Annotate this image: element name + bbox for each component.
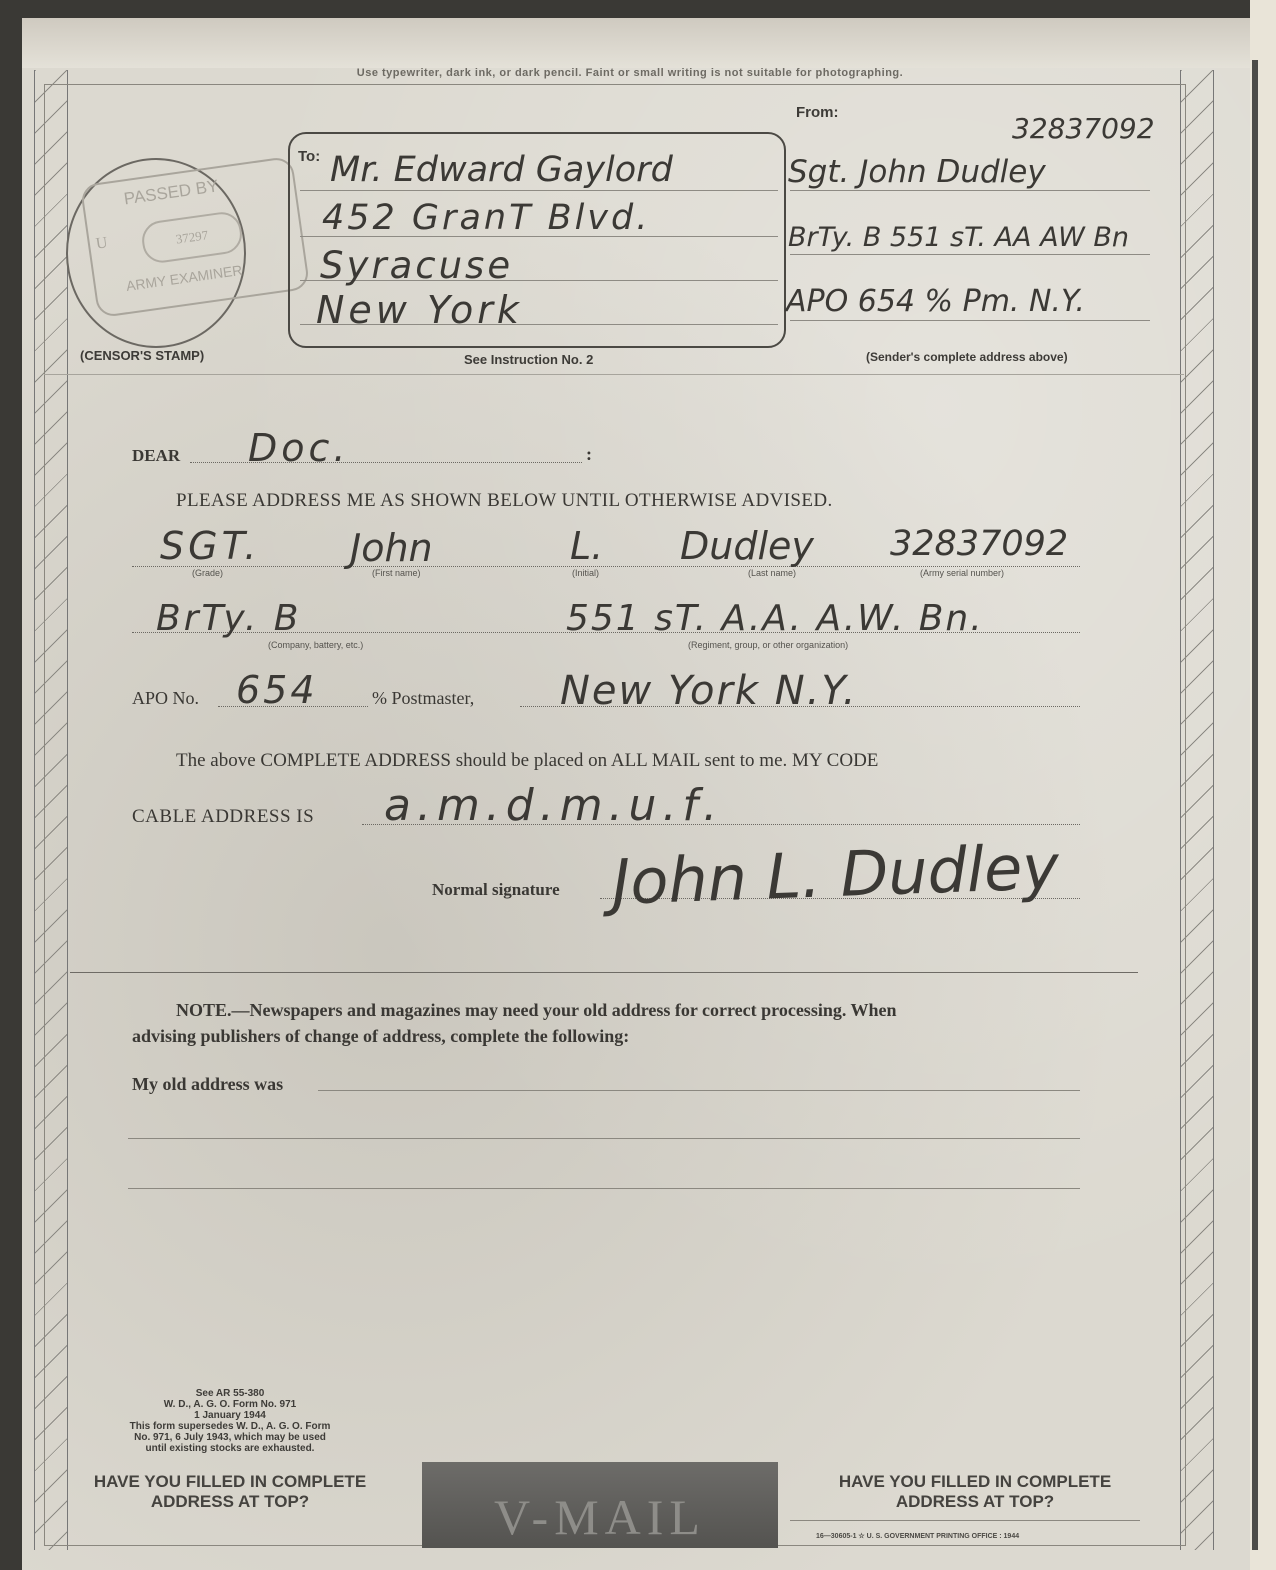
stamp-number: 37297 [140,210,245,266]
initial-value: L. [570,524,604,568]
grade-caption: (Grade) [192,568,224,578]
complete-address-notice: The above COMPLETE ADDRESS should be placed on ALL MAIL sent to me. MY CODE [176,750,879,771]
from-serial: 32837092 [1012,112,1155,145]
censor-stamp-caption: (CENSOR'S STAMP) [80,348,205,363]
serial-caption: (Army serial number) [920,568,1005,578]
old-address-label: My old address was [132,1074,284,1094]
cable-address-value: a.m.d.m.u.f. [384,780,724,831]
stamp-line3: ARMY EXAMINER [125,261,244,294]
grade-value: SGT. [160,524,261,568]
right-edge [1250,0,1276,1570]
dear-label: DEAR [132,446,181,465]
dear-value: Doc. [248,426,350,470]
first-name-value: John [350,526,433,570]
old-address-line-1 [318,1090,1080,1091]
top-band [22,18,1250,68]
to-label: To: [298,148,321,165]
regulation-text: See AR 55-380 W. D., A. G. O. Form No. 971 1 January 1944 This form supersedes W. D., A. G. O. Form No. 971, 6 July 1943, which may be used until existing stocks are exhausted. [129,1388,331,1454]
apo-label: APO No. [132,688,200,708]
from-line-3: APO 654 % Pm. N.Y. [786,284,1085,319]
please-address-notice: PLEASE ADDRESS ME AS SHOWN BELOW UNTIL OTHERWISE ADVISED. [176,490,833,511]
sender-address-caption: (Sender's complete address above) [866,350,1068,364]
old-address-line-3 [128,1188,1080,1189]
regiment-value: 551 sT. A.A. A.W. Bn. [566,598,984,639]
apo-value: 654 [236,668,318,712]
to-line-2: 452 GranT Blvd. [322,198,651,238]
signature-value: John L. Dudley [610,830,1061,919]
printer-line-rule [790,1520,1140,1521]
initial-caption: (Initial) [572,568,600,578]
signature-label: Normal signature [432,880,560,899]
last-name-value: Dudley [680,524,814,568]
dear-colon: : [586,444,592,464]
cable-address-label: CABLE ADDRESS IS [132,806,315,827]
stamp-line1: PASSED BY [122,176,220,209]
vmail-logo: V-MAIL [422,1462,778,1548]
note-line-2: advising publishers of change of address, complete the following: [132,1026,630,1046]
have-you-filled-right: HAVE YOU FILLED IN COMPLETE ADDRESS AT TOP? [838,1472,1112,1511]
from-label: From: [796,104,839,121]
note-line-1: NOTE.—Newspapers and magazines may need your old address for correct processing. When [176,1000,897,1020]
to-line-4: New York [316,288,523,332]
printer-line: 16—30605-1 ☆ U. S. GOVERNMENT PRINTING OFFICE : 1944 [816,1533,1020,1540]
serial-value: 32837092 [890,524,1069,564]
regiment-caption: (Regiment, group, or other organization) [688,640,849,650]
header-divider [44,374,1184,375]
stamp-letter: U [94,234,109,253]
company-value: BrTy. B [156,598,302,639]
from-line-2: BrTy. B 551 sT. AA AW Bn [788,222,1129,253]
postmaster-value: New York N.Y. [560,668,858,714]
to-line-3: Syracuse [320,244,514,287]
have-you-filled-left: HAVE YOU FILLED IN COMPLETE ADDRESS AT TOP? [93,1472,367,1511]
top-notice: Use typewriter, dark ink, or dark pencil. Faint or small writing is not suitable for photographing. [356,67,904,79]
postmaster-label: % Postmaster, [372,688,475,708]
company-caption: (Company, battery, etc.) [268,640,364,650]
last-name-caption: (Last name) [748,568,797,578]
first-name-caption: (First name) [372,568,421,578]
to-line-1: Mr. Edward Gaylord [330,150,673,190]
from-line-1: Sgt. John Dudley [788,154,1046,190]
note-divider [70,972,1138,973]
see-instruction-caption: See Instruction No. 2 [464,352,594,367]
old-address-line-2 [128,1138,1080,1139]
